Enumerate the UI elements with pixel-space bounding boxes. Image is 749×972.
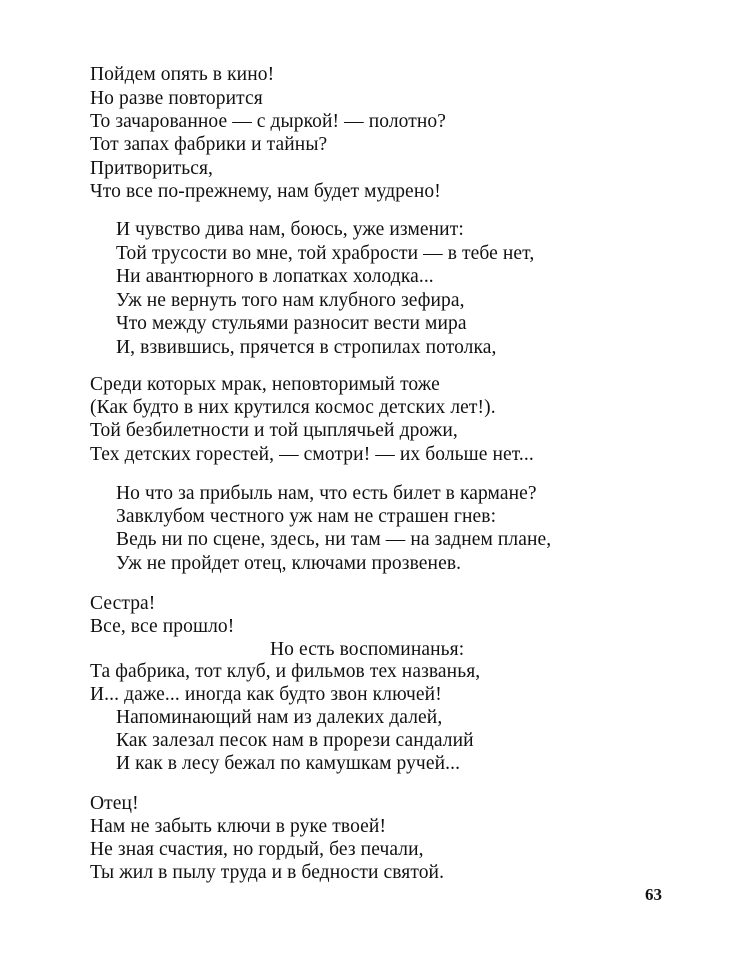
poem-line: Уж не вернуть того нам клубного зефира, — [116, 290, 465, 311]
poem-line: Но что за прибыль нам, что есть билет в кармане? — [116, 483, 537, 504]
poem-line: Тех детских горестей, — смотри! — их больше нет... — [90, 444, 534, 465]
poem-line: Притвориться, — [90, 158, 214, 179]
poem-line: И... даже... иногда как будто звон ключей! — [90, 684, 442, 705]
poem-line: Ты жил в пылу труда и в бедности святой. — [90, 862, 445, 883]
poem-line: И чувство дива нам, боюсь, уже изменит: — [116, 219, 464, 240]
poem-line: Как залезал песок нам в прорези сандалий — [116, 730, 474, 751]
poem-line: (Как будто в них крутился космос детских лет!). — [90, 397, 496, 418]
poem-line: Тот запах фабрики и тайны? — [90, 134, 328, 155]
poem-line: Все, все прошло! — [90, 616, 235, 637]
poem-line: Не зная счастия, но гордый, без печали, — [90, 839, 424, 860]
poem-line: То зачарованное — с дыркой! — полотно? — [90, 111, 447, 132]
poem-line: Сестра! — [90, 593, 156, 614]
poem-line: Что все по-прежнему, нам будет мудрено! — [90, 181, 441, 202]
poem-line: Той трусости во мне, той храбрости — в тебе нет, — [116, 243, 535, 264]
poem-line: Но разве повторится — [90, 88, 263, 109]
poem-line: Завклубом честного уж нам не страшен гнев: — [116, 506, 497, 527]
poem-line: Та фабрика, тот клуб, и фильмов тех названья, — [90, 661, 481, 682]
poem-line: Той безбилетности и той цыплячьей дрожи, — [90, 420, 458, 441]
poem-line: Что между стульями разносит вести мира — [116, 313, 467, 334]
poem-line: Уж не пройдет отец, ключами прозвенев. — [116, 553, 462, 574]
poem-line: Напоминающий нам из далеких далей, — [116, 707, 443, 728]
poem-line: Но есть воспоминанья: — [270, 639, 465, 660]
poem-line: Среди которых мрак, неповторимый тоже — [90, 374, 440, 395]
poem-line: И как в лесу бежал по камушкам ручей... — [116, 753, 461, 774]
poem-line: Ни авантюрного в лопатках холодка... — [116, 266, 434, 287]
poem-line: Отец! — [90, 793, 139, 814]
poem-line: Пойдем опять в кино! — [90, 64, 275, 85]
page-number: 63 — [645, 885, 662, 904]
poem-line: Нам не забыть ключи в руке твоей! — [90, 816, 387, 837]
poem-line: Ведь ни по сцене, здесь, ни там — на заднем плане, — [116, 529, 552, 550]
poem-line: И, взвившись, прячется в стропилах потолка, — [116, 337, 497, 358]
